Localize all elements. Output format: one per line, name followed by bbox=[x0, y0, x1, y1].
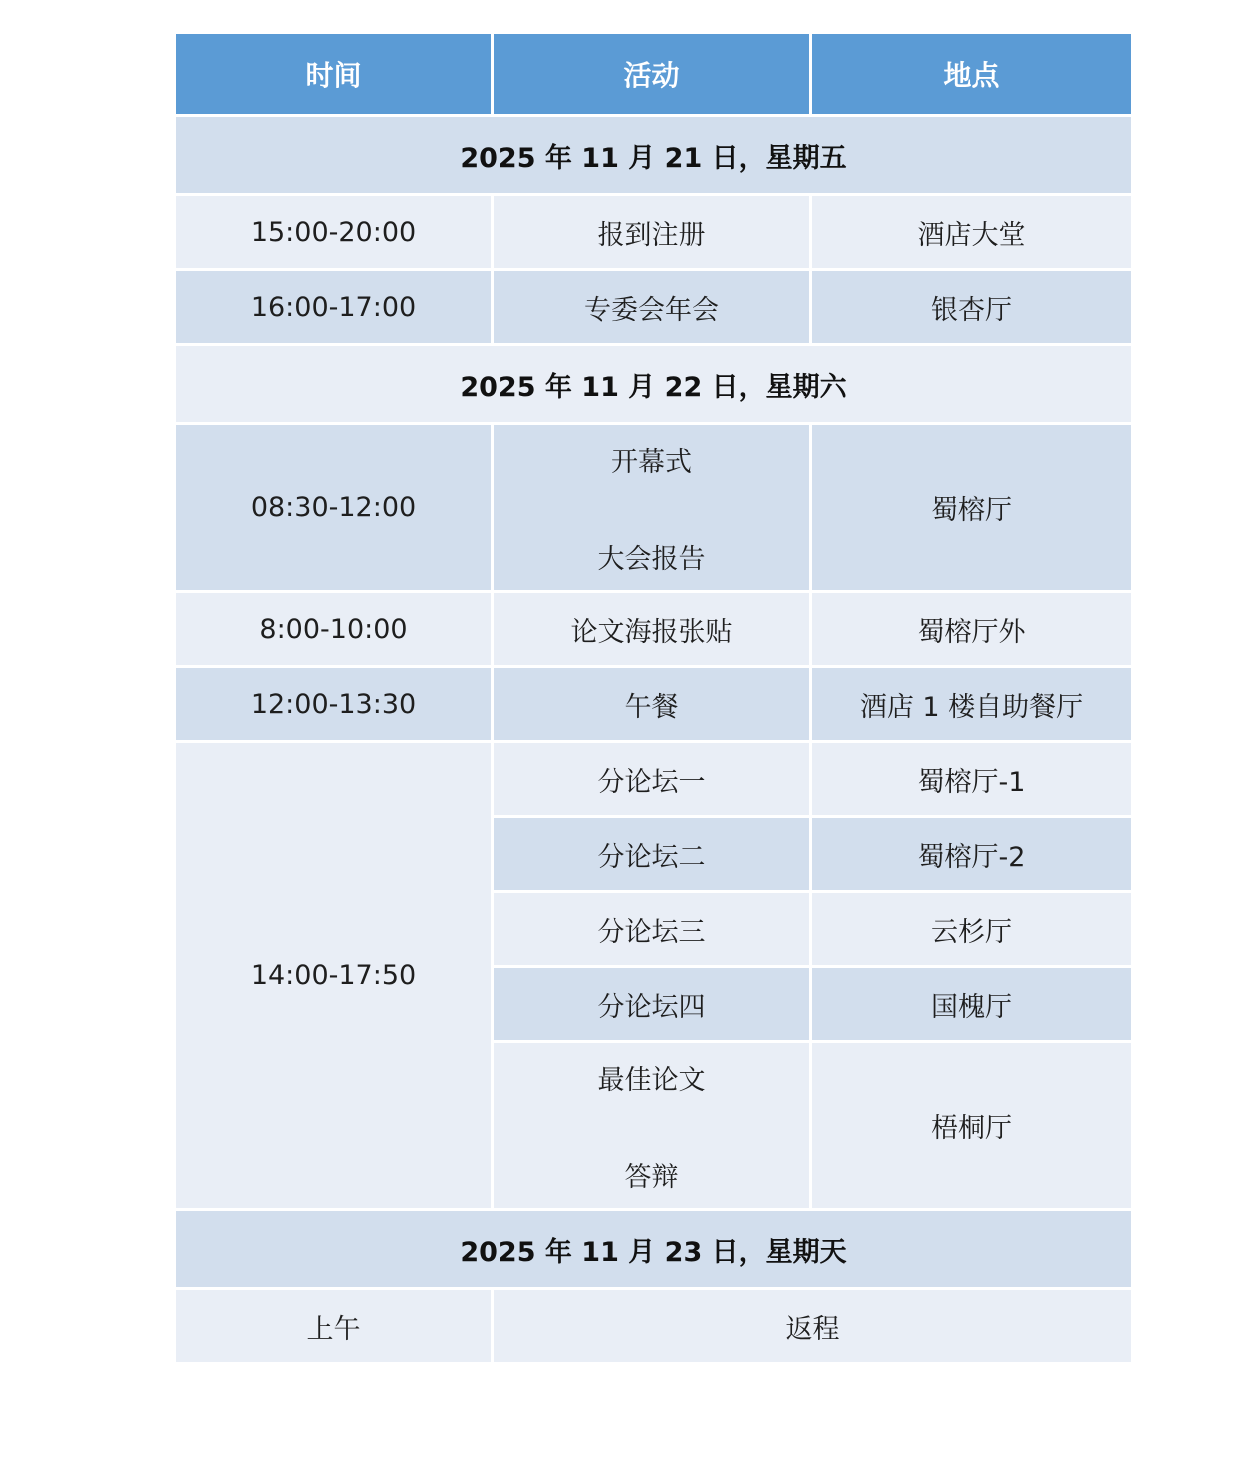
date-label: 2025 年 11 月 21 日，星期五 bbox=[175, 116, 1133, 195]
date-label: 2025 年 11 月 23 日，星期天 bbox=[175, 1210, 1133, 1289]
activity-line: 大会报告 bbox=[597, 543, 706, 575]
table-row bbox=[175, 667, 1133, 742]
activity-cell: 分论坛一 bbox=[493, 742, 811, 817]
location-cell: 银杏厅 bbox=[811, 270, 1133, 345]
header-time: 时间 bbox=[175, 33, 493, 116]
activity-cell: 专委会年会 bbox=[493, 270, 811, 345]
location-cell: 蜀榕厅-2 bbox=[811, 817, 1133, 892]
date-row-day2 bbox=[175, 345, 1133, 424]
location-cell: 酒店大堂 bbox=[811, 195, 1133, 270]
location-cell: 蜀榕厅-1 bbox=[811, 742, 1133, 817]
header-location: 地点 bbox=[811, 33, 1133, 116]
table-row bbox=[175, 270, 1133, 345]
activity-cell: 返程 bbox=[493, 1289, 1133, 1364]
activity-cell: 论文海报张贴 bbox=[493, 592, 811, 667]
location-cell: 蜀榕厅 bbox=[811, 424, 1133, 592]
activity-line: 最佳论文 bbox=[597, 1064, 706, 1096]
date-row-day1 bbox=[175, 116, 1133, 195]
activity-cell bbox=[493, 424, 811, 592]
schedule-table bbox=[173, 31, 1134, 1365]
activity-cell: 报到注册 bbox=[493, 195, 811, 270]
activity-line: 答辩 bbox=[624, 1161, 679, 1193]
location-cell: 蜀榕厅外 bbox=[811, 592, 1133, 667]
activity-cell: 分论坛四 bbox=[493, 967, 811, 1042]
table-row bbox=[175, 742, 1133, 817]
activity-cell: 分论坛二 bbox=[493, 817, 811, 892]
time-cell: 14:00-17:50 bbox=[175, 742, 493, 1210]
table-row bbox=[175, 424, 1133, 592]
time-cell: 上午 bbox=[175, 1289, 493, 1364]
location-cell: 国槐厅 bbox=[811, 967, 1133, 1042]
table-row bbox=[175, 195, 1133, 270]
activity-cell: 分论坛三 bbox=[493, 892, 811, 967]
activity-cell bbox=[493, 1042, 811, 1210]
date-row-day3 bbox=[175, 1210, 1133, 1289]
header-row bbox=[175, 33, 1133, 116]
date-label: 2025 年 11 月 22 日，星期六 bbox=[175, 345, 1133, 424]
activity-cell: 午餐 bbox=[493, 667, 811, 742]
time-cell: 15:00-20:00 bbox=[175, 195, 493, 270]
activity-line: 开幕式 bbox=[611, 446, 692, 478]
location-cell: 云杉厅 bbox=[811, 892, 1133, 967]
time-cell: 16:00-17:00 bbox=[175, 270, 493, 345]
header-activity: 活动 bbox=[493, 33, 811, 116]
time-cell: 12:00-13:30 bbox=[175, 667, 493, 742]
time-cell: 08:30-12:00 bbox=[175, 424, 493, 592]
table-row bbox=[175, 592, 1133, 667]
location-cell: 梧桐厅 bbox=[811, 1042, 1133, 1210]
table-row bbox=[175, 1289, 1133, 1364]
location-cell: 酒店 1 楼自助餐厅 bbox=[811, 667, 1133, 742]
time-cell: 8:00-10:00 bbox=[175, 592, 493, 667]
